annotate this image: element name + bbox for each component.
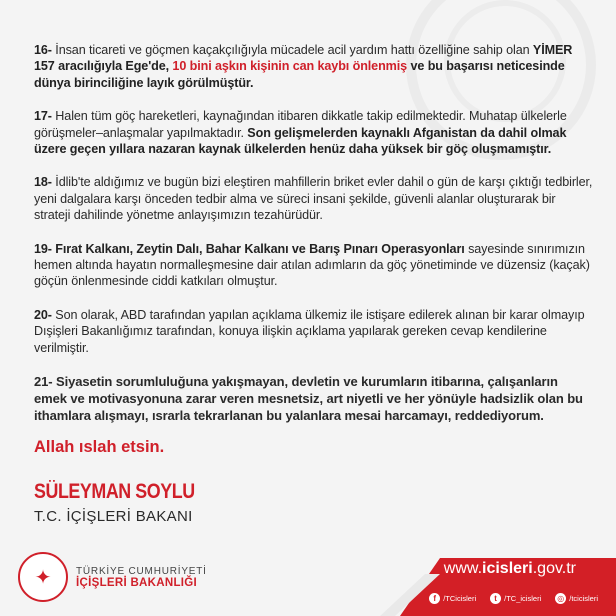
paragraph-number: 19- xyxy=(34,241,52,256)
website-domain: icisleri xyxy=(482,560,533,577)
paragraph-19 xyxy=(34,241,594,290)
paragraph-bold: Son gelişmelerden kaynaklı Afganistan da dahil olmak üzere geçen yıllara nazaran kaynak ülkelerden henüz daha yüksek bir göç oluşmamıştır. xyxy=(34,125,567,157)
ministry-logo xyxy=(18,552,207,602)
paragraph-number: 18- xyxy=(34,175,52,190)
social-links xyxy=(429,593,598,604)
paragraph-number: 20- xyxy=(34,307,52,322)
social-instagram[interactable] xyxy=(555,593,598,604)
paragraph-17 xyxy=(34,108,594,157)
twitter-icon: t xyxy=(490,593,501,604)
paragraph-highlight: 10 bini aşkın kişinin can kaybı önlenmiş xyxy=(169,59,408,74)
statement-body xyxy=(34,42,594,457)
paragraph-21: 21- Siyasetin sorumluluğuna yakışmayan, devletin ve kurumların itibarına, çalışanların emek ve motivasyonuna zarar veren mesnetsiz, art niyetli ve her yönüyle hadsizlik olan bu ithamlara alışmayı, ısrarla tekrarlanan bu yalanlara mesai harcamayı, reddediyorum. xyxy=(34,374,583,424)
paragraph-20 xyxy=(34,307,594,356)
paragraph-bold: Fırat Kalkanı, Zeytin Dalı, Bahar Kalkanı ve Barış Pınarı Operasyonları xyxy=(51,241,465,256)
logo-line-2: İÇİŞLERİ BAKANLIĞI xyxy=(76,576,198,589)
signature-name: SÜLEYMAN SOYLU xyxy=(34,480,195,503)
social-label: /tcicisleri xyxy=(569,594,598,603)
logo-line-1: TÜRKİYE CUMHURİYETİ xyxy=(76,565,207,577)
paragraph-text: Son olarak, ABD tarafından yapılan açıklama ülkemiz ile istişare edilerek alınan bir karar olmayıp Dışişleri Bakanlığımız tarafından, konuya ilişkin açıklama yapılarak gereken cevap kendilerine verilmiştir. xyxy=(34,307,585,355)
social-label: /TC_icisleri xyxy=(504,594,542,603)
website-suffix: .gov.tr xyxy=(532,560,576,577)
social-facebook[interactable] xyxy=(429,593,476,604)
paragraph-text: İnsan ticareti ve göçmen kaçakçılığıyla mücadele acil yardım hattı özelliğine sahip olan xyxy=(51,43,533,57)
paragraph-number: 16- xyxy=(34,43,52,57)
ministry-seal-icon: ✦ xyxy=(18,552,68,602)
website-link[interactable] xyxy=(444,560,576,578)
paragraph-number: 17- xyxy=(34,109,52,124)
signature-title: T.C. İÇİŞLERİ BAKANI xyxy=(34,508,193,525)
paragraph-text: İdlib'te aldığımız ve bugün bizi eleştiren mahfillerin briket evler dahil o gün de karşı çıktığı tedbirler, yeni dalgalara karşı önceden tedbir alma ve süreci insani şekilde, güvenli alanlar oluşturarak bir strateji dahilinde yönetme anlayışımızın tezahürüdür. xyxy=(34,175,593,223)
paragraph-bold: ve bu başarısı neticesinde dünya birinciliğine layık görülmüştür. xyxy=(34,59,565,90)
paragraph-bold: YİMER 157 aracılığıyla Ege'de, xyxy=(34,43,573,74)
website-prefix: www. xyxy=(443,560,483,577)
closing-line: Allah ıslah etsin. xyxy=(34,438,165,457)
paragraph-18 xyxy=(34,174,594,223)
paragraph-text: sayesinde sınırımızın hemen altında hayatın normalleşmesine dair atılan adımların da göç yönetiminde ve düzensiz (kaçak) göçün önlenmesinde ciddi katkıları olmuştur. xyxy=(34,241,590,289)
social-twitter[interactable] xyxy=(490,593,541,604)
social-label: /TCicisleri xyxy=(443,594,477,603)
facebook-icon: f xyxy=(429,593,440,604)
instagram-icon: ◎ xyxy=(555,593,566,604)
paragraph-16 xyxy=(34,42,594,91)
paragraph-text: Halen tüm göç hareketleri, kaynağından itibaren dikkatle takip edilmektedir. Muhatap ülkelerle görüşmeler–anlaşmalar yapılmaktadır. xyxy=(34,109,567,140)
